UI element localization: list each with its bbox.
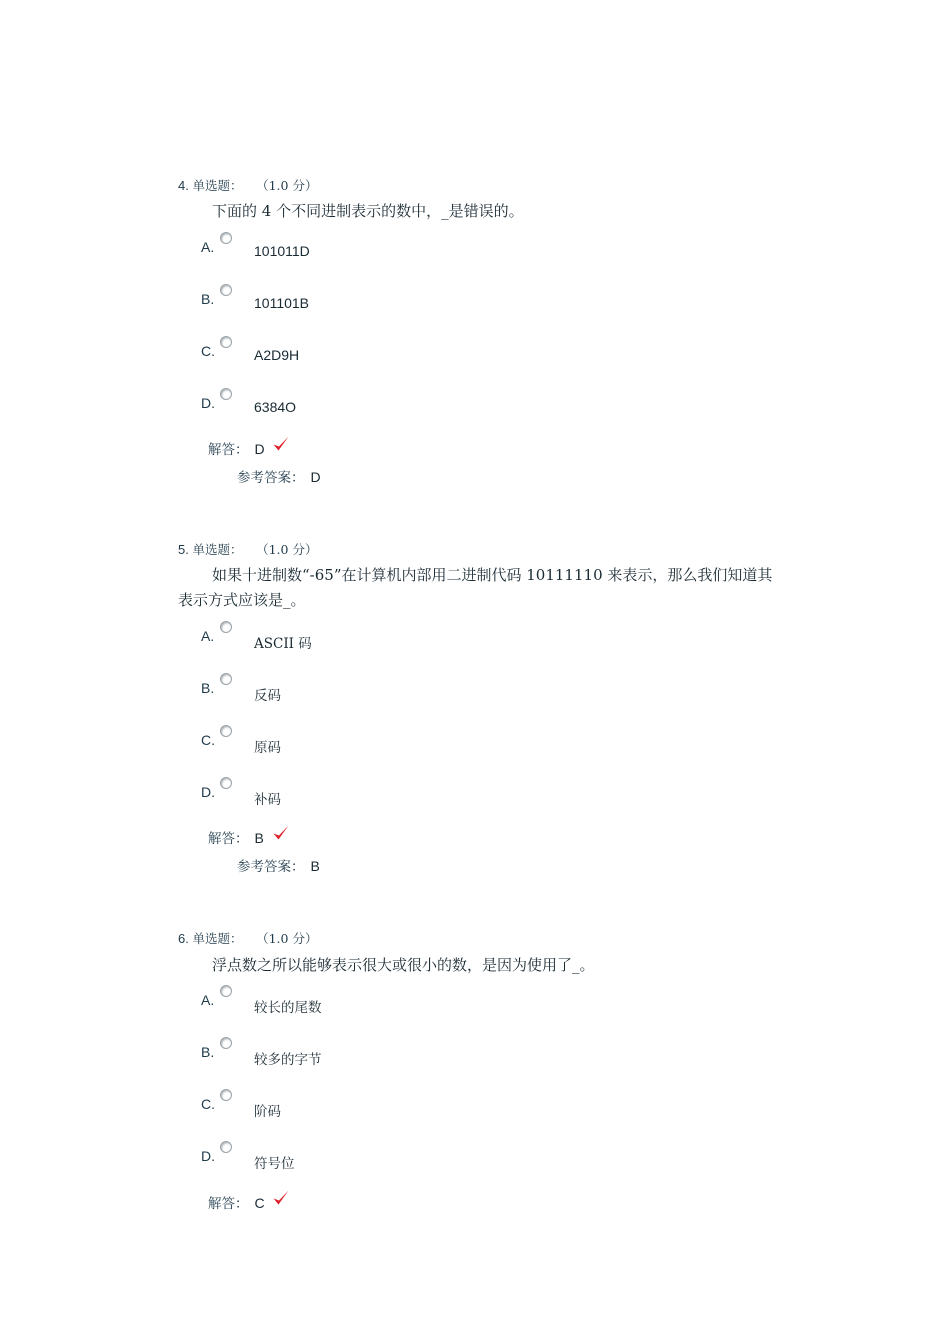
option-letter: B. <box>201 291 215 307</box>
checkmark-icon <box>272 824 290 842</box>
option-text: 阶码 <box>254 1104 281 1120</box>
user-answer <box>208 438 265 459</box>
option-letter: A. <box>201 628 215 644</box>
reference-value: D <box>310 469 321 485</box>
radio-button-icon[interactable] <box>220 1037 232 1049</box>
option-letter: C. <box>201 732 215 748</box>
option-text: 较长的尾数 <box>254 1000 322 1016</box>
answer-label: 解答： <box>208 1196 249 1212</box>
question-stem: 浮点数之所以能够表示很大或很小的数，是因为使用了_。 <box>212 956 595 974</box>
option-text: 符号位 <box>254 1156 295 1172</box>
radio-button-icon[interactable] <box>220 388 232 400</box>
option-letter: C. <box>201 343 215 359</box>
answer-value: B <box>254 830 264 846</box>
option-d[interactable] <box>0 1139 600 1179</box>
option-letter: D. <box>201 784 215 800</box>
option-c[interactable] <box>0 723 600 763</box>
option-b[interactable] <box>0 671 600 711</box>
question-score: （1.0 分） <box>256 542 318 557</box>
checkmark-icon <box>272 1189 290 1207</box>
checkmark-icon <box>272 435 290 453</box>
option-letter: A. <box>201 239 215 255</box>
option-letter: A. <box>201 992 215 1008</box>
radio-button-icon[interactable] <box>220 284 232 296</box>
option-text: 101011D <box>254 243 310 259</box>
user-answer <box>208 827 264 848</box>
option-a[interactable] <box>0 619 600 659</box>
option-text: A2D9H <box>254 347 300 363</box>
reference-label: 参考答案： <box>237 470 305 486</box>
question-type: 单选题： <box>192 931 243 946</box>
answer-value: C <box>254 1195 265 1211</box>
question-number: 4. <box>178 178 189 193</box>
option-letter: B. <box>201 1044 215 1060</box>
option-letter: C. <box>201 1096 215 1112</box>
answer-label: 解答： <box>208 442 249 458</box>
option-b[interactable] <box>0 282 600 322</box>
question-type: 单选题： <box>192 178 243 193</box>
option-a[interactable] <box>0 230 600 270</box>
option-letter: D. <box>201 395 215 411</box>
option-d[interactable] <box>0 775 600 815</box>
radio-button-icon[interactable] <box>220 336 232 348</box>
option-c[interactable] <box>0 1087 600 1127</box>
option-text: 反码 <box>254 688 281 704</box>
user-answer <box>208 1192 265 1213</box>
reference-label: 参考答案： <box>237 859 305 875</box>
question-number: 5. <box>178 542 189 557</box>
option-text: ASCII 码 <box>254 636 312 652</box>
answer-value: D <box>254 441 265 457</box>
option-text: 较多的字节 <box>254 1052 322 1068</box>
option-text: 补码 <box>254 792 281 808</box>
radio-button-icon[interactable] <box>220 985 232 997</box>
question-header <box>178 540 317 558</box>
radio-button-icon[interactable] <box>220 725 232 737</box>
question-stem: 如果十进制数“-65”在计算机内部用二进制代码 10111110 来表示，那么我们知道其表示方式应该是_。 <box>178 566 773 609</box>
option-a[interactable] <box>0 983 600 1023</box>
reference-answer <box>237 855 320 876</box>
option-letter: B. <box>201 680 215 696</box>
question-stem: 下面的 4 个不同进制表示的数中，_是错误的。 <box>212 202 524 220</box>
answer-label: 解答： <box>208 831 249 847</box>
option-d[interactable] <box>0 386 600 426</box>
radio-button-icon[interactable] <box>220 1141 232 1153</box>
radio-button-icon[interactable] <box>220 232 232 244</box>
option-c[interactable] <box>0 334 600 374</box>
option-text: 101101B <box>254 295 310 311</box>
question-score: （1.0 分） <box>256 178 318 193</box>
option-text: 原码 <box>254 740 281 756</box>
question-type: 单选题： <box>192 542 243 557</box>
reference-value: B <box>310 858 320 874</box>
question-header <box>178 929 317 947</box>
radio-button-icon[interactable] <box>220 621 232 633</box>
reference-answer <box>237 466 321 487</box>
question-score: （1.0 分） <box>256 931 318 946</box>
option-b[interactable] <box>0 1035 600 1075</box>
option-text: 6384O <box>254 399 297 415</box>
question-header <box>178 176 317 194</box>
radio-button-icon[interactable] <box>220 673 232 685</box>
radio-button-icon[interactable] <box>220 1089 232 1101</box>
question-number: 6. <box>178 931 189 946</box>
radio-button-icon[interactable] <box>220 777 232 789</box>
option-letter: D. <box>201 1148 215 1164</box>
